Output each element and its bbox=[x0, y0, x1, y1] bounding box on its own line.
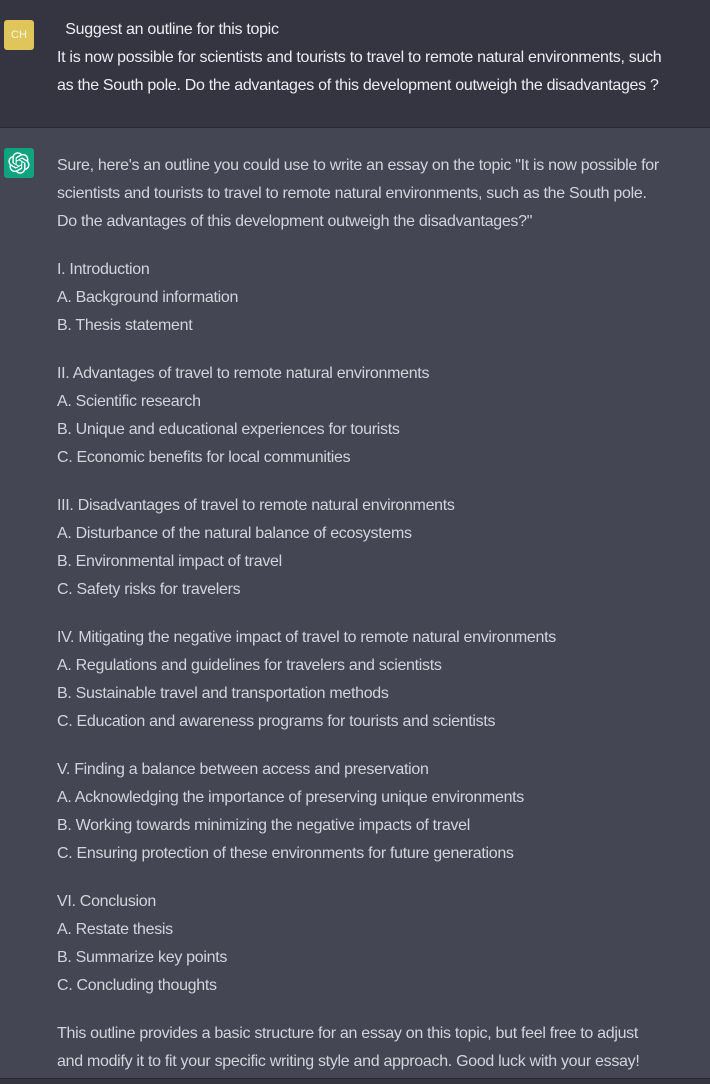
text-line: B. Sustainable travel and transportation methods bbox=[57, 685, 389, 702]
text-line: as the South pole. Do the advantages of this development outweigh the disadvantages ? bbox=[57, 77, 659, 94]
text-line: B. Working towards minimizing the negative impacts of travel bbox=[57, 817, 470, 834]
text-line: II. Advantages of travel to remote natural environments bbox=[57, 365, 430, 382]
text-line: C. Education and awareness programs for tourists and scientists bbox=[57, 713, 496, 730]
paragraph bbox=[57, 256, 702, 340]
next-section-edge bbox=[0, 1078, 710, 1084]
text-line: B. Environmental impact of travel bbox=[57, 553, 282, 570]
text-line: III. Disadvantages of travel to remote natural environments bbox=[57, 497, 455, 514]
text-line: A. Restate thesis bbox=[57, 921, 173, 938]
paragraph bbox=[57, 1020, 702, 1076]
assistant-message-text bbox=[57, 152, 702, 1076]
text-line: VI. Conclusion bbox=[57, 893, 156, 910]
text-line: B. Summarize key points bbox=[57, 949, 228, 966]
openai-logo-icon bbox=[8, 152, 30, 174]
user-message-row bbox=[0, 0, 710, 100]
text-line: C. Safety risks for travelers bbox=[57, 581, 241, 598]
text-line: B. Unique and educational experiences for tourists bbox=[57, 421, 400, 438]
text-line: A. Regulations and guidelines for travelers and scientists bbox=[57, 657, 442, 674]
text-line: A. Acknowledging the importance of preserving unique environments bbox=[57, 789, 525, 806]
assistant-avatar bbox=[4, 148, 34, 178]
paragraph bbox=[57, 152, 702, 236]
paragraph bbox=[57, 888, 702, 1000]
user-avatar-initials: CH bbox=[10, 29, 28, 41]
assistant-message bbox=[0, 128, 710, 1078]
paragraph bbox=[57, 360, 702, 472]
text-line: Do the advantages of this development outweigh the disadvantages?" bbox=[57, 213, 533, 230]
user-message bbox=[0, 0, 710, 128]
text-line: A. Background information bbox=[57, 289, 239, 306]
text-line: B. Thesis statement bbox=[57, 317, 193, 334]
assistant-message-row bbox=[0, 128, 710, 1076]
paragraph bbox=[57, 756, 702, 868]
text-line: Sure, here's an outline you could use to write an essay on the topic "It is now possible for bbox=[57, 157, 659, 174]
paragraph bbox=[57, 624, 702, 736]
text-line: This outline provides a basic structure for an essay on this topic, but feel free to adjust bbox=[57, 1025, 639, 1042]
text-line: A. Scientific research bbox=[57, 393, 201, 410]
paragraph bbox=[57, 492, 702, 604]
text-line: I. Introduction bbox=[57, 261, 150, 278]
user-avatar bbox=[4, 20, 34, 50]
text-line: C. Economic benefits for local communities bbox=[57, 449, 351, 466]
text-line: scientists and tourists to travel to remote natural environments, such as the South pole. bbox=[57, 185, 647, 202]
user-message-text bbox=[57, 16, 710, 100]
text-line: IV. Mitigating the negative impact of travel to remote natural environments bbox=[57, 629, 556, 646]
text-line: C. Concluding thoughts bbox=[57, 977, 217, 994]
text-line: V. Finding a balance between access and preservation bbox=[57, 761, 429, 778]
text-line: Suggest an outline for this topic bbox=[57, 21, 279, 38]
text-line: C. Ensuring protection of these environments for future generations bbox=[57, 845, 514, 862]
text-line: A. Disturbance of the natural balance of ecosystems bbox=[57, 525, 412, 542]
text-line: It is now possible for scientists and tourists to travel to remote natural environments, such bbox=[57, 49, 662, 66]
text-line: and modify it to fit your specific writing style and approach. Good luck with your essay! bbox=[57, 1053, 640, 1070]
